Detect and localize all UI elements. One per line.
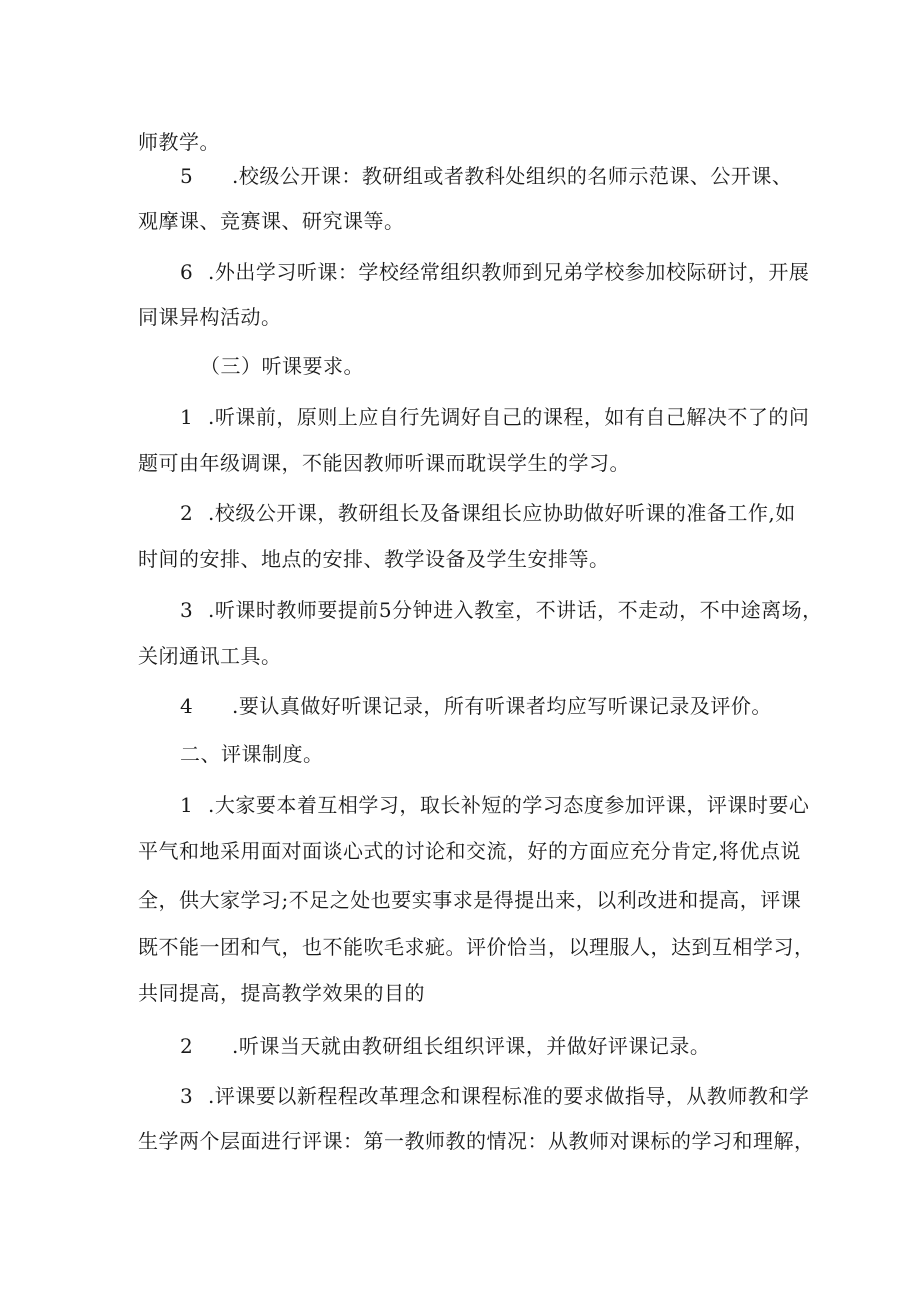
line-text: .评课要以新程程改革理念和课程标准的要求做指导，从教师教和学 (208, 1084, 810, 1108)
list-item-4 (180, 692, 772, 720)
list-number: 5 (180, 164, 194, 188)
line-text: 关闭通讯工具。 (138, 644, 282, 668)
line-text: .要认真做好听课记录，所有听课者均应写听课记录及评价。 (232, 694, 772, 718)
line-text: .外出学习听课：学校经常组织教师到兄弟学校参加校际研讨，开展 (208, 260, 810, 284)
line-text: 全，供大家学习;不足之处也要实事求是得提出来，以利改进和提高，评课 (138, 888, 802, 912)
line-text: .大家要本着互相学习，取长补短的学习态度参加评课，评课时要心 (208, 793, 810, 817)
heading-text: （三）听课要求。 (200, 354, 364, 378)
heading-text: 二、评课制度。 (180, 742, 324, 766)
list-number: 1 (180, 793, 194, 817)
paragraph-continuation (138, 128, 220, 156)
list-item-3 (180, 1082, 809, 1110)
paragraph-continuation (138, 1127, 815, 1155)
paragraph-continuation (138, 545, 610, 573)
list-item-1 (180, 403, 809, 431)
paragraph-continuation (138, 886, 801, 914)
list-item-5 (180, 162, 792, 190)
line-text: 平气和地采用面对面谈心式的讨论和交流，好的方面应充分肯定,将优点说 (138, 839, 801, 863)
paragraph-continuation (138, 449, 630, 477)
line-text: 既不能一团和气，也不能吹毛求疵。评价恰当，以理服人，达到互相学习， (138, 935, 815, 959)
line-text: .校级公开课，教研组长及备课组长应协助做好听课的准备工作,如 (208, 501, 796, 525)
list-item-3 (180, 596, 823, 624)
list-number: 1 (180, 405, 194, 429)
list-number: 6 (180, 260, 194, 284)
paragraph-continuation (138, 933, 815, 961)
line-text: .听课时教师要提前5分钟进入教室，不讲话，不走动，不中途离场， (208, 598, 823, 622)
line-text: .校级公开课：教研组或者教科处组织的名师示范课、公开课、 (232, 164, 793, 188)
list-item-1 (180, 791, 809, 819)
list-number: 3 (180, 598, 194, 622)
line-text: 观摩课、竞赛课、研究课等。 (138, 209, 405, 233)
list-item-2 (180, 1032, 710, 1060)
paragraph-continuation (138, 642, 282, 670)
line-text: 生学两个层面进行评课：第一教师教的情况：从教师对课标的学习和理解， (138, 1129, 815, 1153)
line-text: 共同提高，提高教学效果的目的 (138, 981, 425, 1005)
list-item-6 (180, 258, 809, 286)
list-number: 3 (180, 1084, 194, 1108)
line-text: 师教学。 (138, 130, 220, 154)
paragraph-continuation (138, 303, 282, 331)
line-text: 同课异构活动。 (138, 305, 282, 329)
line-text: .听课当天就由教研组长组织评课，并做好评课记录。 (232, 1034, 711, 1058)
section-heading-evaluation-system (180, 740, 324, 768)
list-item-2 (180, 499, 796, 527)
line-text: 时间的安排、地点的安排、教学设备及学生安排等。 (138, 547, 610, 571)
line-text: 题可由年级调课，不能因教师听课而耽误学生的学习。 (138, 451, 630, 475)
list-number: 4 (180, 694, 194, 718)
paragraph-continuation (138, 207, 405, 235)
paragraph-continuation (138, 979, 425, 1007)
paragraph-continuation (138, 837, 801, 865)
list-number: 2 (180, 1034, 194, 1058)
line-text: .听课前，原则上应自行先调好自己的课程，如有自己解决不了的问 (208, 405, 810, 429)
list-number: 2 (180, 501, 194, 525)
section-heading-listening-requirements (200, 352, 364, 380)
